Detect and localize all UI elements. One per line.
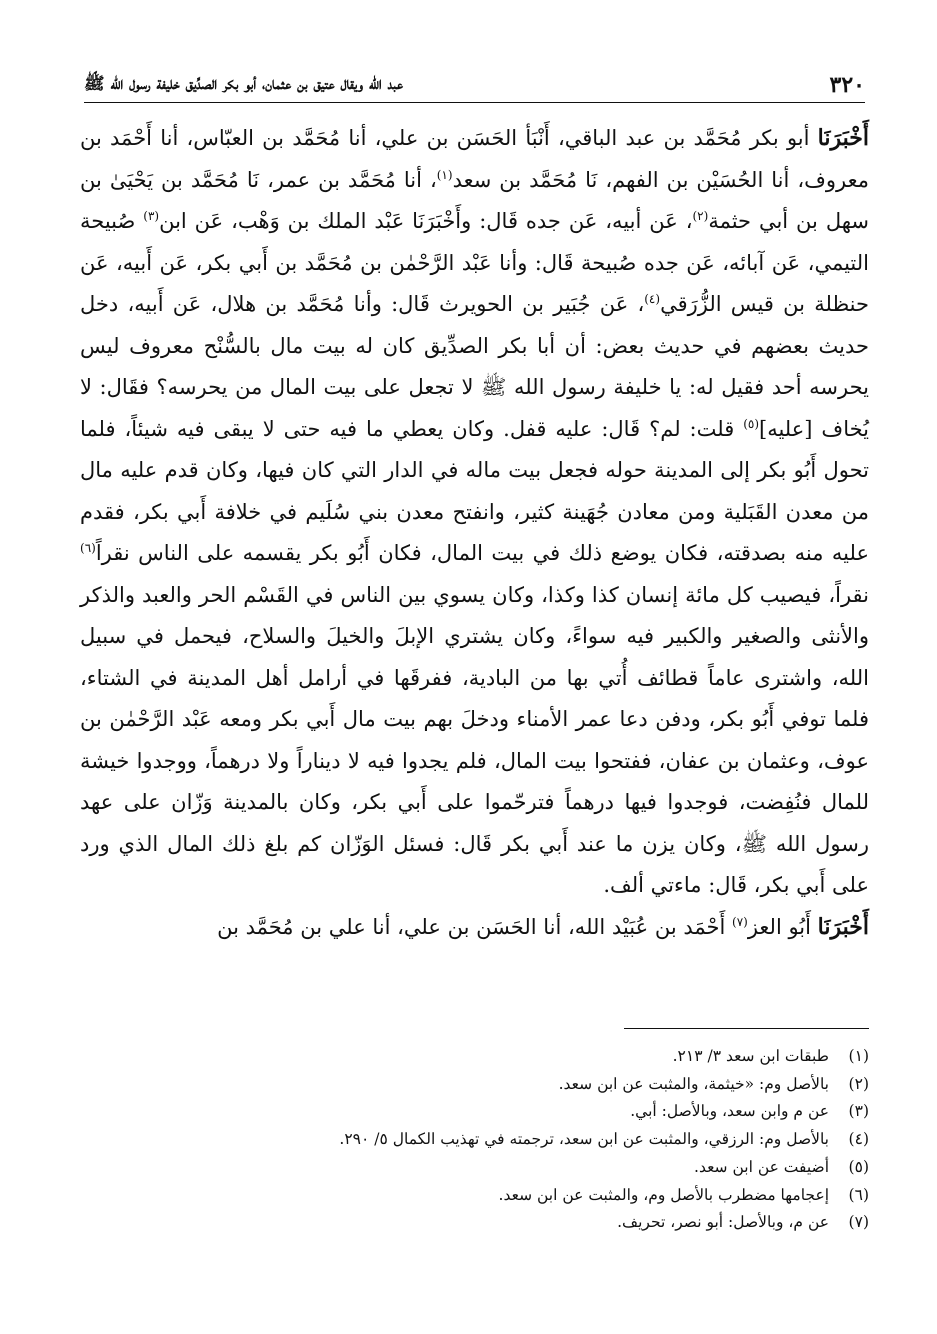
footnote <box>80 1043 869 1071</box>
footnote-text: طبقات ابن سعد ٣/ ٢١٣. <box>672 1047 829 1065</box>
footnote-text: إعجامها مضطرب بالأصل وم، والمثبت عن ابن سعد. <box>498 1185 829 1204</box>
text-run: ، عَن أبيه، عَن جده قَال: وأَخْبَرَنَا عَبْد الملك بن وَهْب، عَن ابن <box>159 209 693 233</box>
footnotes <box>80 1043 869 1237</box>
footnote-separator <box>624 1028 869 1029</box>
text-run: أَحْمَد بن عُبَيْد الله، أنا الحَسَن بن علي، أنا علي بن مُحَمَّد بن <box>217 914 732 939</box>
footnote-marker-1: (١) <box>436 167 453 182</box>
footnote-text: عن م وابن سعد، وبالأصل: أبي. <box>630 1102 829 1121</box>
footnote-text: أضيفت عن ابن سعد. <box>694 1157 829 1176</box>
footnote-marker-3: (٣) <box>143 209 160 223</box>
text-run: قلت: لم؟ قَال: عليه قفل. وكان يعطي ما فيه حتى لا يبقى فيه شيئاً، فلما تحول أَبُو بكر إلى المدينة حوله فجعل بيت ماله في الدار التي كان فيها، وكان قدم عليه مال من معدن القَبَلية ومن معادن جُهَينة كثير، وانفتح معدن بني سُلَيم في خلافة أَبي بكر، فقدم عليه منه بصدقته، فكان يوضع ذلك في بيت المال، فكان أَبُو بكر يقسمه على الناس نقراً <box>80 416 869 565</box>
main-text <box>80 118 869 948</box>
paragraph-2 <box>80 907 869 949</box>
footnote-marker-5: (٥) <box>743 416 760 431</box>
footnote-number: (٥) <box>848 1157 869 1176</box>
lead-word: أَخْبَرَنَا <box>817 913 869 940</box>
text-run: صُبيحة التيمي، عَن آبائه، عَن جده صُبيحة قَال: وأنا عَبْد الرَّحْمٰن بن مُحَمَّد بن أَبي بكر، عَن أَبيه، عَن حنظلة بن قيس الزُّرَقي <box>80 209 869 316</box>
footnote <box>80 1209 869 1237</box>
footnote-text: بالأصل وم: الرزقي، والمثبت عن ابن سعد، ترجمته في تهذيب الكمال ٥/ ٢٩٠. <box>339 1130 829 1149</box>
text-run: نقراً، فيصيب كل مائة إنسان كذا وكذا، وكان يسوي بين الناس في القَسْم الحر والعبد والذكر والأنثى والصغير والكبير فيه سواءً، وكان يشتري الإبلَ والخيلَ والسلاح، فيحمل في سبيل الله، واشترى عاماً قطائف أُتي بها من البادية، ففرقَها في أرامل أهل المدينة في الشتاء، فلما توفي أَبُو بكر، ودفن دعا عمر الأمناء ودخلَ بهم بيت مال أَبي بكر ومعه عَبْد الرَّحْمٰن بن عوف، وعثمان بن عفان، ففتحوا بيت المال، فلم يجدوا فيه لا ديناراً ولا درهماً، ووجدوا خيشة للمال فنُفِضت، فوجدوا فيها درهماً فترحّموا على أَبي بكر، وكان بالمدينة وَزّان على عهد رسول الله ﷺ، وكان يزن ما عند أَبي بكر قَال: فسئل الوَزّان كم بلغ ذلك المال الذي ورد على أَبي بكر، قَال: ماءتي ألف. <box>80 582 869 897</box>
footnote <box>80 1126 869 1154</box>
text-run: أَبُو العز <box>747 914 818 939</box>
text-run: ، أنا مُحَمَّد بن عمر، نَا مُحَمَّد بن يَحْيَىٰ بن سهل بن أبي حثمة <box>80 167 869 233</box>
running-title: عبد الله ويقال عتيق بن عثمان، أبو بكر الصدِّيق خليفة رسول الله ﷺ <box>84 74 403 94</box>
running-header <box>84 56 865 103</box>
footnote <box>80 1071 869 1099</box>
footnote-number: (٣) <box>848 1102 869 1121</box>
footnote-marker-2: (٢) <box>692 209 709 223</box>
footnote-text: بالأصل وم: «خيثمة، والمثبت عن ابن سعد. <box>558 1074 829 1093</box>
lead-word: أَخْبَرَنَا <box>817 125 869 151</box>
footnote-marker-7: (٧) <box>732 914 748 929</box>
footnote-number: (٧) <box>848 1213 869 1232</box>
footnote-text: عن م، وبالأصل: أبو نصر، تحريف. <box>617 1213 829 1232</box>
footnote-number: (٢) <box>848 1074 869 1093</box>
footnote-number: (٦) <box>848 1185 869 1204</box>
footnote-number: (٤) <box>848 1130 869 1149</box>
footnote <box>80 1098 869 1126</box>
page-number: ٣٢٠ <box>829 72 865 98</box>
footnote <box>80 1154 869 1182</box>
footnote-marker-4: (٤) <box>644 292 661 306</box>
footnote <box>80 1182 869 1210</box>
footnote-marker-6: (٦) <box>80 541 96 555</box>
paragraph-1 <box>80 118 869 907</box>
text-run: ، عَن جُبَير بن الحويرث قَال: وأنا مُحَمَّد بن هلال، عَن أَبيه، دخل حديث بعضهم في حديث بعض: أن أبا بكر الصدِّيق كان له بيت مال بالسُّنْح معروف ليس يحرسه أحد فقيل له: يا خليفة رسول الله ﷺ لا تجعل على بيت المال من يحرسه؟ فقَال: لا يُخاف [عليه] <box>80 292 869 441</box>
footnote-number: (١) <box>848 1047 869 1065</box>
text-run: أبو بكر مُحَمَّد بن عبد الباقي، أَنْبَأ الحَسَن بن علي، أنا مُحَمَّد بن العبّاس، أنا أَحْمَد بن معروف، أنا الحُسَيْن بن الفهم، نَا مُحَمَّد بن سعد <box>80 126 869 192</box>
